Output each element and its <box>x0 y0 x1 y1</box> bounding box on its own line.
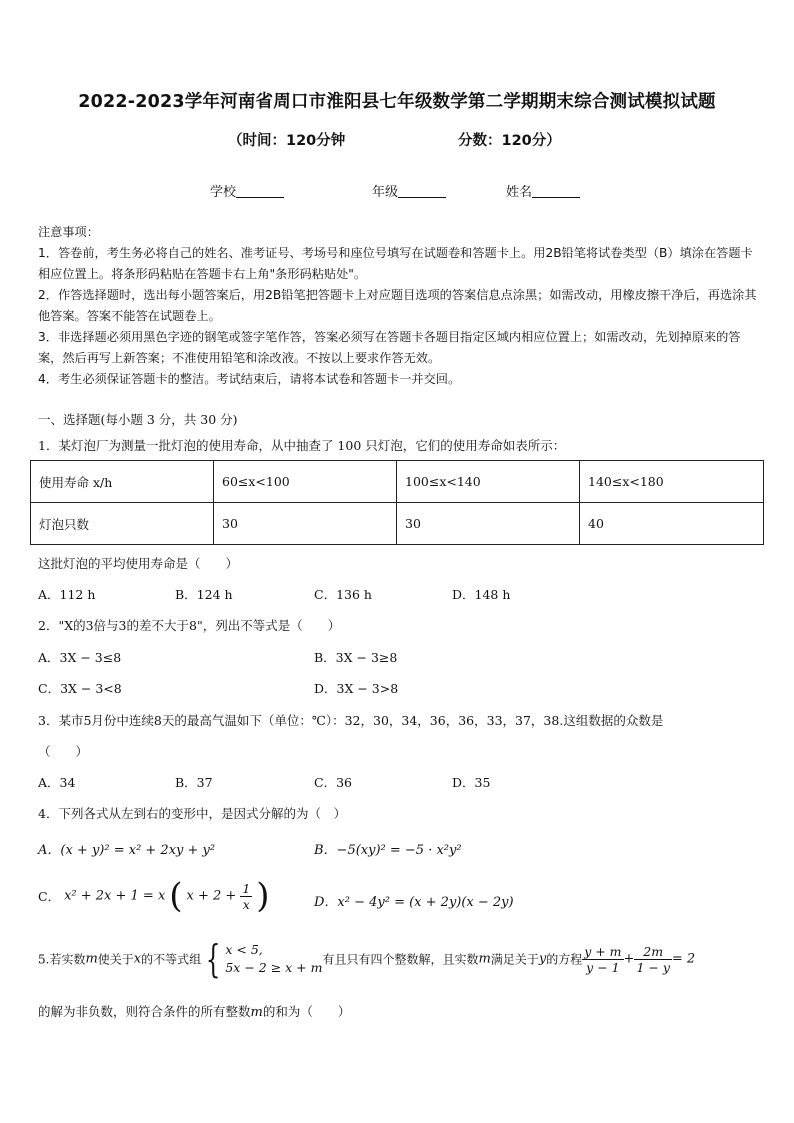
grade-field <box>372 181 446 200</box>
note-item: 1．答卷前，考生务必将自己的姓名、准考证号、考场号和座位号填写在试题卷和答题卡上。用2B铅笔将试卷类型（B）填涂在答题卡相应位置上。将条形码粘贴在答题卡右上角"条形码粘贴处"。 <box>38 246 753 281</box>
q5-text: 的方程 <box>546 952 583 967</box>
q1-option-b: B．124 h <box>175 587 233 602</box>
grade-blank <box>398 183 446 198</box>
q5-var-m: m <box>478 951 491 967</box>
q5-fraction-1 <box>582 944 623 975</box>
q4-option-c-label: C． <box>38 889 61 904</box>
table-cell: 30 <box>397 503 580 545</box>
q4-option-d: D．x² − 4y² = (x + 2y)(x − 2y) <box>314 895 514 910</box>
q5-stem <box>38 937 696 981</box>
table-cell: 30 <box>214 503 397 545</box>
fraction-denominator: x <box>242 896 250 912</box>
table-cell: 140≤x<180 <box>580 461 764 503</box>
page-title: 2022-2023学年河南省周口市淮阳县七年级数学第二学期期末综合测试模拟试题 <box>78 92 716 112</box>
exam-score: 分数：120分） <box>458 133 561 149</box>
note-item: 2．作答选择题时，选出每小题答案后，用2B铅笔把答题卡上对应题目选项的答案信息点涂黑；如需改动，用橡皮擦干净后，再选涂其他答案。答案不能答在试题卷上。 <box>38 288 757 323</box>
table-cell: 100≤x<140 <box>397 461 580 503</box>
table-row <box>31 461 764 503</box>
q4-option-c-paren-open: ( <box>169 876 183 916</box>
q5-plus: + <box>623 951 635 967</box>
q1-option-d: D．148 h <box>452 587 511 602</box>
notes-block <box>38 222 758 390</box>
q2-option-b: B．3X − 3≥8 <box>314 650 398 665</box>
q5-ineq-2: 5x − 2 ≥ x + m <box>225 960 323 975</box>
q5-text: 有且只有四个整数解，且实数 <box>322 952 479 967</box>
q5-text: 满足关于 <box>490 952 539 967</box>
school-blank <box>236 183 284 198</box>
name-label: 姓名 <box>506 185 533 200</box>
exam-time: （时间：120分钟 <box>228 133 346 149</box>
q3-option-d: D．35 <box>452 775 491 790</box>
fraction-denominator: y − 1 <box>586 959 620 975</box>
q1-table <box>30 460 764 545</box>
q3-option-a: A．34 <box>38 775 76 790</box>
q5-equals: = 2 <box>671 951 696 967</box>
table-cell: 60≤x<100 <box>214 461 397 503</box>
q1-option-a: A．112 h <box>38 587 96 602</box>
q1-stem: 1．某灯泡厂为测量一批灯泡的使用寿命，从中抽查了 100 只灯泡，它们的使用寿命如表所示： <box>38 438 566 453</box>
q3-option-c: C．36 <box>314 775 352 790</box>
q5-fraction-2 <box>634 944 671 975</box>
q5-var-y: y <box>538 951 547 967</box>
q1-question: 这批灯泡的平均使用寿命是（ ） <box>38 556 239 571</box>
q5-line2 <box>38 1002 350 1020</box>
q4-option-c-fraction <box>240 881 252 912</box>
q4-option-c-left: x² + 2x + 1 = x <box>64 888 166 904</box>
note-item: 4．考生必须保证答题卡的整洁。考试结束后，请将本试卷和答题卡一并交回。 <box>38 372 461 386</box>
name-blank <box>532 183 580 198</box>
table-cell: 灯泡只数 <box>31 503 214 545</box>
grade-label: 年级 <box>372 185 399 200</box>
q5-text: 的解为非负数，则符合条件的所有整数 <box>38 1004 251 1019</box>
q2-option-a: A．3X − 3≤8 <box>38 650 122 665</box>
q2-option-d: D．3X − 3>8 <box>314 681 399 696</box>
table-cell: 使用寿命 x/h <box>31 461 214 503</box>
fraction-denominator: 1 − y <box>636 959 670 975</box>
q5-text: 5.若实数 <box>38 952 86 967</box>
q3-option-b: B．37 <box>175 775 213 790</box>
fraction-numerator: y + m <box>584 943 622 959</box>
q4-option-c-mid: x + 2 + <box>186 888 237 904</box>
q3-stem-paren: （ ） <box>38 744 89 759</box>
q5-var-m: m <box>85 951 98 967</box>
q5-ineq-1: x < 5, <box>225 942 263 957</box>
q2-option-c: C．3X − 3<8 <box>38 681 122 696</box>
q5-text: 使关于 <box>97 952 134 967</box>
q4-option-b: B．−5(xy)² = −5 · x²y² <box>314 843 462 858</box>
fraction-numerator: 2m <box>634 944 671 960</box>
q3-stem: 3．某市5月份中连续8天的最高气温如下（单位：℃）：32，30，34，36，36，33，37，38.这组数据的众数是 <box>38 713 664 728</box>
fraction-numerator: 1 <box>242 880 251 896</box>
q5-text: 的不等式组 <box>141 952 202 967</box>
name-field <box>506 181 580 200</box>
q4-option-c <box>38 876 270 916</box>
q5-inequality-system <box>225 941 322 977</box>
q5-brace: { <box>205 937 221 981</box>
q4-option-c-paren-close: ) <box>256 876 270 916</box>
table-row <box>31 503 764 545</box>
q2-stem: 2．"X的3倍与3的差不大于8"，列出不等式是（ ） <box>38 618 341 633</box>
q4-option-a: A．(x + y)² = x² + 2xy + y² <box>38 843 216 858</box>
q5-var-m: m <box>250 1005 263 1020</box>
q5-text: 的和为（ ） <box>262 1004 351 1019</box>
school-label: 学校 <box>210 185 237 200</box>
q1-option-c: C．136 h <box>314 587 372 602</box>
school-field <box>210 181 284 200</box>
notes-heading: 注意事项： <box>38 225 99 239</box>
q4-stem: 4．下列各式从左到右的变形中，是因式分解的为（ ） <box>38 806 346 821</box>
table-cell: 40 <box>580 503 764 545</box>
section-title: 一、选择题(每小题 3 分，共 30 分) <box>38 412 238 427</box>
note-item: 3．非选择题必须用黑色字迹的钢笔或签字笔作答，答案必须写在答题卡各题目指定区域内相应位置上；如需改动，先划掉原来的答案，然后再写上新答案；不准使用铅笔和涂改液。不按以上要求作答无效。 <box>38 330 741 365</box>
q5-var-x: x <box>133 951 142 967</box>
